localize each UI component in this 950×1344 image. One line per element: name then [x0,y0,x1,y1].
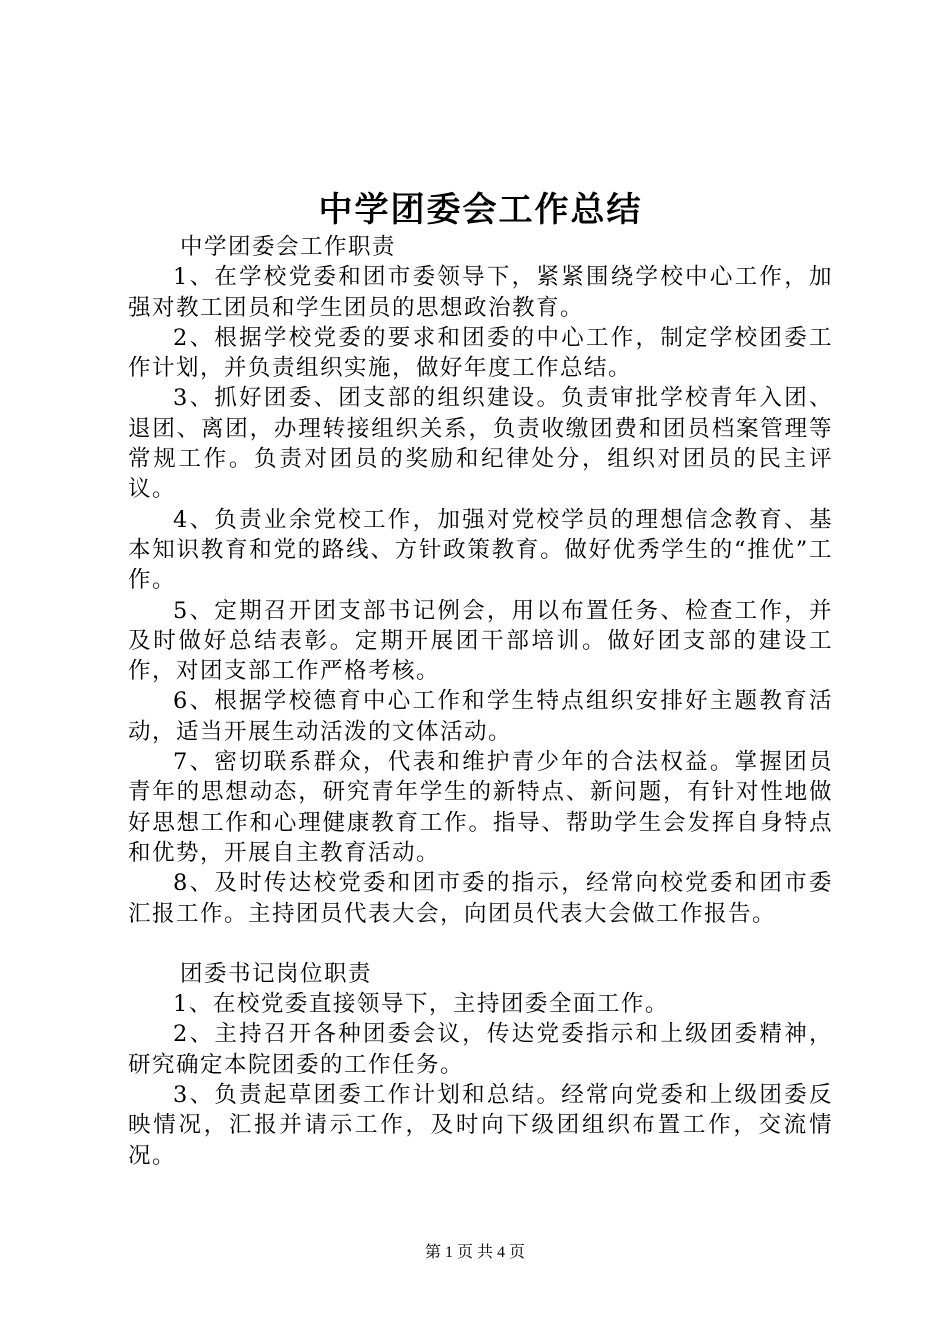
paragraph: 3、负责起草团委工作计划和总结。经常向党委和上级团委反映情况，汇报并请示工作，及时向下级团组织布置工作，交流情况。 [128,1082,833,1169]
section-gap [128,929,833,959]
section-heading-duties: 中学团委会工作职责 [180,234,397,260]
paragraph: 1、在学校党委和团市委领导下，紧紧围绕学校中心工作，加强对教工团员和学生团员的思想政治教育。 [128,264,833,321]
page-number-footer: 第 1 页 共 4 页 [424,1244,525,1261]
paragraph: 1、在校党委直接领导下，主持团委全面工作。 [173,991,669,1018]
paragraph: 2、主持召开各种团委会议，传达党委指示和上级团委精神，研究确定本院团委的工作任务。 [128,1021,833,1078]
paragraph: 5、定期召开团支部书记例会，用以布置任务、检查工作，并及时做好总结表彰。定期开展团干部培训。做好团支部的建设工作，对团支部工作严格考核。 [128,597,833,685]
paragraph: 3、抓好团委、团支部的组织建设。负责审批学校青年入团、退团、离团，办理转接组织关系，负责收缴团费和团员档案管理等常规工作。负责对团员的奖励和纪律处分，组织对团员的民主评议。 [128,385,833,503]
paragraph: 7、密切联系群众，代表和维护青少年的合法权益。掌握团员青年的思想动态，研究青年学生的新特点、新问题，有针对性地做好思想工作和心理健康教育工作。指导、帮助学生会发挥自身特点和优势，开展自主教育活动。 [128,749,833,866]
paragraph: 8、及时传达校党委和团市委的指示，经常向校党委和团市委汇报工作。主持团员代表大会，向团员代表大会做工作报告。 [128,870,833,927]
paragraph: 2、根据学校党委的要求和团委的中心工作，制定学校团委工作计划，并负责组织实施，做好年度工作总结。 [128,324,833,382]
section-heading-secretary: 团委书记岗位职责 [180,960,373,987]
paragraph: 4、负责业余党校工作，加强对党校学员的理想信念教育、基本知识教育和党的路线、方针政策教育。做好优秀学生的“推优”工作。 [128,506,833,594]
document-page [128,182,833,1171]
document-title: 中学团委会工作总结 [318,190,643,230]
paragraph: 6、根据学校德育中心工作和学生特点组织安排好主题教育活动，适当开展生动活泼的文体活动。 [128,688,833,745]
